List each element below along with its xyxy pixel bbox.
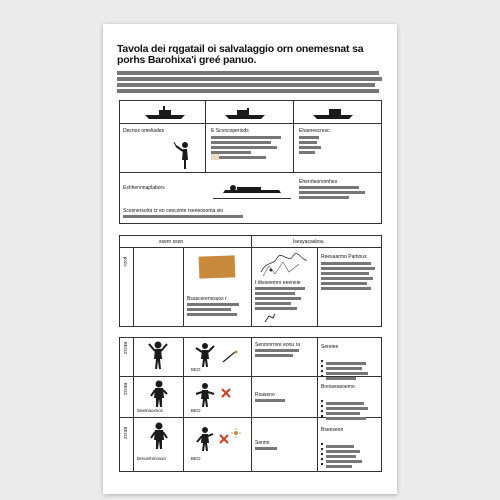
person-arms-up-icon xyxy=(147,340,169,370)
person-signal-icon xyxy=(173,140,195,170)
divider xyxy=(205,100,206,172)
cell-3-text xyxy=(299,136,375,156)
section2-header-right: Isesyacasbou xyxy=(293,239,324,245)
row-1-text-title: Senronrrore eoou ra xyxy=(255,342,301,348)
row-2-right-list xyxy=(321,392,379,412)
row-3-text-lines xyxy=(255,447,315,452)
orange-card xyxy=(199,255,236,278)
row-1-label: BEOZ xyxy=(122,341,128,355)
divider xyxy=(317,247,318,327)
panel-3-text: I dteseemro eeeneie xyxy=(255,280,301,286)
row-1-right-title: Sereiee xyxy=(321,344,339,350)
person-arms-up-icon xyxy=(195,382,215,408)
divider xyxy=(317,337,318,472)
row-2-label: BEOZ xyxy=(122,382,128,396)
boat-icon xyxy=(143,106,187,120)
divider xyxy=(183,337,184,472)
divider xyxy=(133,247,134,327)
row-1-right-list xyxy=(321,352,379,372)
row-3-left-label: Breoemmosxn xyxy=(137,456,167,461)
cell-3-label: Ehaorescresc xyxy=(299,128,330,134)
panel-3-lines xyxy=(255,287,315,312)
flare-icon xyxy=(221,350,239,364)
divider xyxy=(183,247,184,327)
person-lying-icon xyxy=(221,184,283,196)
section2-side-label: pozo xyxy=(122,256,128,267)
row-1-text-lines xyxy=(255,349,315,359)
cell-4-label: Eshhennnaplabors xyxy=(123,185,165,191)
row-2-left-label: Seeiriaoxnoz xyxy=(137,408,164,413)
intro-paragraph xyxy=(117,71,385,95)
cross-mark-icon xyxy=(221,388,231,398)
row-2-text-title: Rsaseno xyxy=(255,392,275,398)
row-2-mid-label: BEO xyxy=(191,408,201,413)
cross-mark-icon xyxy=(219,434,229,444)
cell-1-label: Decnos omeliades xyxy=(123,128,165,134)
cell-2-text xyxy=(211,136,287,161)
panel-2-lines xyxy=(187,303,247,318)
row-3-right-title: Bseeseon xyxy=(321,427,344,433)
hand-drawing-icon xyxy=(263,312,277,324)
row-3-right-list xyxy=(321,435,379,460)
flare-icon xyxy=(231,428,243,438)
divider xyxy=(213,198,291,199)
panel-4-lines xyxy=(321,262,379,292)
person-standing-icon xyxy=(195,426,215,452)
document-title: Tavola dei rqgatail oi salvalaggio orn onemesnat sa porhs Barohixa'i greé panuo. xyxy=(117,43,364,66)
row-1-mid-label: BEO xyxy=(191,367,201,372)
person-standing-icon xyxy=(149,380,169,408)
divider xyxy=(119,172,382,173)
divider xyxy=(251,235,252,327)
cell-2-label: E Sconcoperiods xyxy=(211,128,249,134)
panel-2-text: Bsascerenssuos r xyxy=(187,296,227,302)
person-standing-icon xyxy=(149,422,169,450)
map-sketch-icon xyxy=(259,252,309,278)
boat-icon xyxy=(223,106,267,120)
divider xyxy=(251,337,252,472)
row-2-right-title: Breoseasoemo xyxy=(321,384,355,390)
section2-header-left: ssenr sson xyxy=(159,239,184,245)
section1-caption-line xyxy=(123,215,283,220)
panel-4-title: Reesaarmo Pamous xyxy=(321,254,367,260)
row-3-mid-label: BEO xyxy=(191,456,201,461)
row-2-text-lines xyxy=(255,399,315,404)
section1-caption: Scesnersolra cr eo ceeconte rseeeosoma sio xyxy=(123,208,224,214)
row-3-text-title: Sennn xyxy=(255,440,270,446)
boat-icon xyxy=(311,106,355,120)
divider xyxy=(133,337,134,472)
cell-5-text xyxy=(299,186,379,201)
document-sheet xyxy=(103,24,397,494)
divider xyxy=(119,123,382,124)
cell-5-label: Ehenrteonomhes xyxy=(299,179,338,185)
row-3-label: BEOZ xyxy=(122,426,128,440)
highlight-mark xyxy=(211,154,219,160)
divider xyxy=(293,100,294,172)
person-arms-up-icon xyxy=(195,342,215,368)
